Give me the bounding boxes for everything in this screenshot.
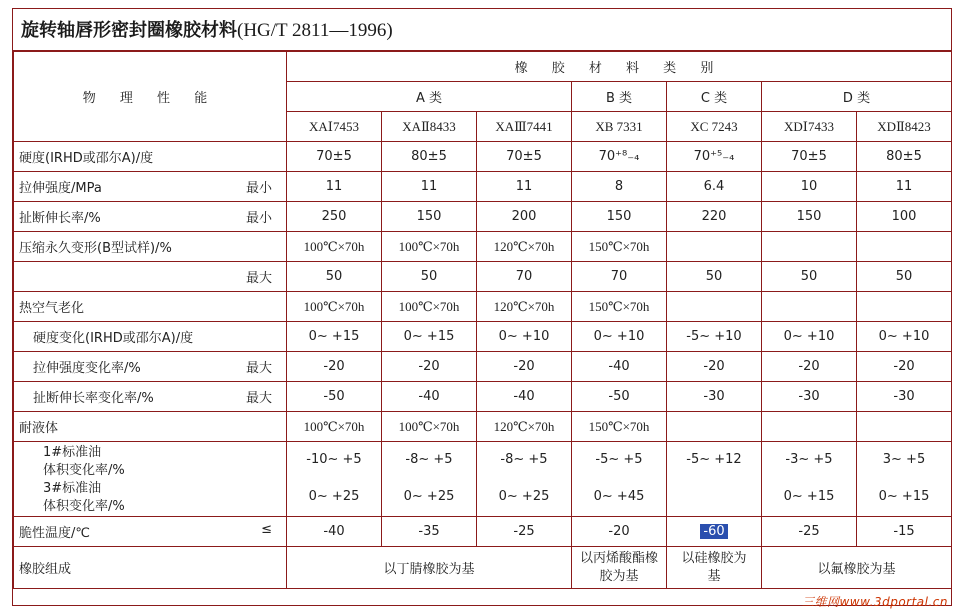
row-composition <box>14 547 952 589</box>
cell: 100℃×70h <box>382 232 477 262</box>
cell: -30 <box>762 382 857 412</box>
cell: -30 <box>667 382 762 412</box>
cell: 70 <box>572 262 667 292</box>
cell <box>762 412 857 442</box>
cell: 250 <box>287 202 382 232</box>
grade: XDⅠ7433 <box>762 112 857 142</box>
cell: 120℃×70h <box>477 292 572 322</box>
row-aging-condition <box>14 292 952 322</box>
row-label: 扯断伸长率/% 最小 <box>14 202 287 232</box>
standard-number: (HG/T 2811—1996) <box>237 20 393 41</box>
cell: -8~ +5 0~ +25 <box>382 442 477 517</box>
row-brittle <box>14 517 952 547</box>
cell: 80±5 <box>382 142 477 172</box>
cell <box>667 292 762 322</box>
cell: 0~ +10 <box>572 322 667 352</box>
row-label: 硬度(IRHD或邵尔A)/度 <box>14 142 287 172</box>
cell <box>762 292 857 322</box>
cell: 70⁺⁸₋₄ <box>572 142 667 172</box>
grade: XB 7331 <box>572 112 667 142</box>
cell: -50 <box>287 382 382 412</box>
site-watermark: 三维网www.3dportal.cn <box>801 595 948 609</box>
cell: 50 <box>287 262 382 292</box>
row-label: 扯断伸长率变化率/% 最大 <box>14 382 287 412</box>
row-label: 拉伸强度/MPa 最小 <box>14 172 287 202</box>
cell: 6.4 <box>667 172 762 202</box>
spec-sheet <box>12 8 952 606</box>
cell: 70±5 <box>287 142 382 172</box>
cell: -20 <box>287 352 382 382</box>
cell: 0~ +10 <box>762 322 857 352</box>
cell: 以氟橡胶为基 <box>762 547 952 589</box>
cell: -3~ +5 0~ +15 <box>762 442 857 517</box>
cell: 0~ +15 <box>287 322 382 352</box>
grade: XAⅡ8433 <box>382 112 477 142</box>
cell: 11 <box>287 172 382 202</box>
class-b: B 类 <box>572 82 667 112</box>
cell: 150℃×70h <box>572 412 667 442</box>
selected-text[interactable]: -60 <box>700 524 727 539</box>
cell: 100℃×70h <box>287 292 382 322</box>
row-label: 1#标准油 体积变化率/% 3#标准油 体积变化率/% <box>14 442 287 517</box>
cell <box>667 517 762 547</box>
cell: 100℃×70h <box>287 412 382 442</box>
cell: -20 <box>382 352 477 382</box>
row-label: 最大 <box>14 262 287 292</box>
cell: -5~ +10 <box>667 322 762 352</box>
cell: 50 <box>762 262 857 292</box>
cell: 以丁腈橡胶为基 <box>287 547 572 589</box>
cell: -40 <box>287 517 382 547</box>
cell: 150 <box>762 202 857 232</box>
row-label: 耐液体 <box>14 412 287 442</box>
cell: 70 <box>477 262 572 292</box>
row-label: 橡胶组成 <box>14 547 287 589</box>
cell: 0~ +10 <box>477 322 572 352</box>
cell: -25 <box>762 517 857 547</box>
cell: -5~ +5 0~ +45 <box>572 442 667 517</box>
cell: 120℃×70h <box>477 232 572 262</box>
cell: 50 <box>382 262 477 292</box>
cell: -50 <box>572 382 667 412</box>
cell: 11 <box>382 172 477 202</box>
row-elongation <box>14 202 952 232</box>
cell: -20 <box>857 352 952 382</box>
cell: -25 <box>477 517 572 547</box>
cell: 8 <box>572 172 667 202</box>
cell <box>857 292 952 322</box>
row-aging-tensile <box>14 352 952 382</box>
cell <box>857 412 952 442</box>
cell: -20 <box>477 352 572 382</box>
class-c: C 类 <box>667 82 762 112</box>
cell: 50 <box>857 262 952 292</box>
row-compression-value <box>14 262 952 292</box>
cell: -30 <box>857 382 952 412</box>
row-aging-elongation <box>14 382 952 412</box>
cell: -20 <box>572 517 667 547</box>
row-label: 拉伸强度变化率/% 最大 <box>14 352 287 382</box>
cell: -10~ +5 0~ +25 <box>287 442 382 517</box>
cell: 70±5 <box>477 142 572 172</box>
cell: 220 <box>667 202 762 232</box>
header-row-1 <box>14 52 952 82</box>
cell: 150℃×70h <box>572 292 667 322</box>
cell: 100℃×70h <box>382 412 477 442</box>
row-hardness <box>14 142 952 172</box>
row-label: 脆性温度/℃ ≤ <box>14 517 287 547</box>
cell: -15 <box>857 517 952 547</box>
cell: 以硅橡胶为基 <box>667 547 762 589</box>
cell: 70±5 <box>762 142 857 172</box>
row-label: 硬度变化(IRHD或邵尔A)/度 <box>14 322 287 352</box>
cell: 150 <box>382 202 477 232</box>
cell: 80±5 <box>857 142 952 172</box>
cell: 100℃×70h <box>382 292 477 322</box>
cell <box>857 232 952 262</box>
cell: -35 <box>382 517 477 547</box>
cell: 150 <box>572 202 667 232</box>
cell: -40 <box>477 382 572 412</box>
cell: -5~ +12 <box>667 442 762 517</box>
cell: 100℃×70h <box>287 232 382 262</box>
cell: 50 <box>667 262 762 292</box>
cell: 11 <box>857 172 952 202</box>
cell: 3~ +5 0~ +15 <box>857 442 952 517</box>
grade: XDⅡ8423 <box>857 112 952 142</box>
cell: 10 <box>762 172 857 202</box>
class-d: D 类 <box>762 82 952 112</box>
row-label: 压缩永久变形(B型试样)/% <box>14 232 287 262</box>
cell: 0~ +15 <box>382 322 477 352</box>
cell: 200 <box>477 202 572 232</box>
cell: -20 <box>762 352 857 382</box>
cell <box>667 232 762 262</box>
cell: 120℃×70h <box>477 412 572 442</box>
cell: -8~ +5 0~ +25 <box>477 442 572 517</box>
category-header: 橡 胶 材 料 类 别 <box>287 52 952 82</box>
property-header: 物 理 性 能 <box>14 52 287 142</box>
cell: 以丙烯酸酯橡胶为基 <box>572 547 667 589</box>
row-aging-hardness <box>14 322 952 352</box>
row-compression-condition <box>14 232 952 262</box>
material-table <box>13 51 952 589</box>
cell: 0~ +10 <box>857 322 952 352</box>
grade: XAⅠ7453 <box>287 112 382 142</box>
row-liquid-values <box>14 442 952 517</box>
grade: XAⅢ7441 <box>477 112 572 142</box>
row-label: 热空气老化 <box>14 292 287 322</box>
cell: 11 <box>477 172 572 202</box>
cell: 70⁺⁵₋₄ <box>667 142 762 172</box>
page-title <box>13 9 951 51</box>
row-tensile <box>14 172 952 202</box>
cell: 100 <box>857 202 952 232</box>
cell: -40 <box>572 352 667 382</box>
row-liquid-condition <box>14 412 952 442</box>
class-a: A 类 <box>287 82 572 112</box>
cell <box>667 412 762 442</box>
cell <box>762 232 857 262</box>
cell: -40 <box>382 382 477 412</box>
cell: -20 <box>667 352 762 382</box>
title-text: 旋转轴唇形密封圈橡胶材料 <box>21 20 237 41</box>
grade: XC 7243 <box>667 112 762 142</box>
cell: 150℃×70h <box>572 232 667 262</box>
